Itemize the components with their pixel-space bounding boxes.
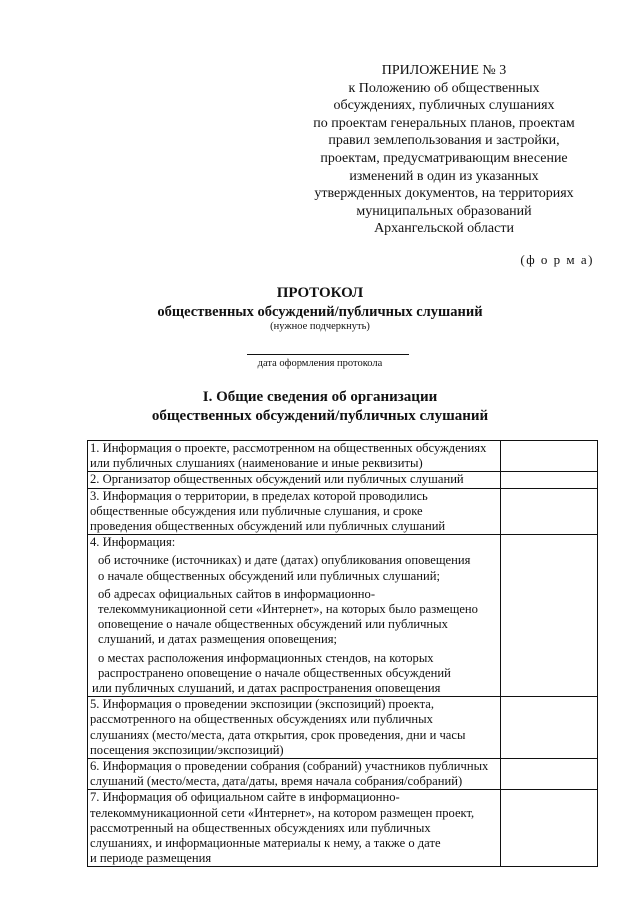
row-value-cell[interactable] [501, 441, 598, 472]
info-subitem: о местах расположения информационных стендов, на которых распространено оповещение о начале общественных обсуждений или публичных слушаний, и датах распространения оповещения [92, 650, 451, 696]
appendix-line: обсуждениях, публичных слушаниях [333, 98, 555, 114]
section-title-line: общественных обсуждений/публичных слушаний [151, 408, 489, 424]
row-label: 2. Организатор общественных обсуждений или публичных слушаний [88, 472, 501, 488]
row-label: 4. Информация: об источнике (источниках) и дате (датах) опубликования оповещения о начале общественных обсуждений или публичных слушаний; об адресах официальных сайтов в информационно- телекоммуникационной сети «Интернет», на которых было размещено оповещение о начале общественных обсуждений или публичных слушаний, и датах размещения оповещения; о местах расположения информационных стендов, на которых распространено оповещение о начале общественных обсуждений или публичных слушаний, и датах распространения оповещения [88, 535, 501, 697]
date-field-line[interactable] [247, 354, 409, 355]
underline-note: (нужное подчеркнуть) [270, 321, 370, 332]
appendix-line: изменений в один из указанных [349, 168, 539, 184]
row-label: 5. Информация о проведении экспозиции (экспозиций) проекта, рассмотренного на общественных обсуждениях или публичных слушаниях (место/места, дата открытия, срок проведения, дни и часы посещения экспозиции/экспозиций) [88, 697, 501, 759]
row-value-cell[interactable] [501, 697, 598, 759]
row-value-cell[interactable] [501, 488, 598, 535]
table-row [88, 535, 598, 697]
info-subitem: об источнике (источниках) и дате (датах) опубликования оповещения о начале общественных обсуждений или публичных слушаний; [98, 553, 471, 583]
appendix-line: по проектам генеральных планов, проектам [313, 115, 575, 131]
row-value-cell[interactable] [501, 790, 598, 867]
row-value-cell[interactable] [501, 535, 598, 697]
row-label: 1. Информация о проекте, рассмотренном на общественных обсуждениях или публичных слушаниях (наименование и иные реквизиты) [88, 441, 501, 472]
appendix-line: муниципальных образований [356, 203, 532, 219]
row-label: 6. Информация о проведении собрания (собраний) участников публичных слушаний (место/места, дата/даты, время начала собрания/собраний) [88, 759, 501, 790]
appendix-line: утвержденных документов, на территориях [314, 186, 574, 202]
info-table [87, 440, 598, 867]
section-title [0, 388, 640, 426]
row-label: 3. Информация о территории, в пределах которой проводились общественные обсуждения или публичные слушания, и сроке проведения общественных обсуждений или публичных слушаний [88, 488, 501, 535]
document-title: ПРОТОКОЛ [276, 285, 364, 301]
table-row [88, 441, 598, 472]
appendix-line: правил землепользования и застройки, [328, 133, 560, 149]
appendix-block [294, 62, 594, 238]
section-title-line: I. Общие сведения об организации [202, 389, 438, 405]
document-subtitle: общественных обсуждений/публичных слушаний [157, 304, 483, 320]
form-label: (ф о р м а) [520, 252, 594, 267]
appendix-line: ПРИЛОЖЕНИЕ № 3 [381, 63, 507, 78]
table-row [88, 697, 598, 759]
row-label: 7. Информация об официальном сайте в информационно- телекоммуникационной сети «Интернет», на котором размещен проект, рассмотренный на общественных обсуждениях или публичных слушаниях, и информационные материалы к нему, а также о дате и периоде размещения [88, 790, 501, 867]
date-caption: дата оформления протокола [257, 358, 383, 369]
row-value-cell[interactable] [501, 472, 598, 488]
row-value-cell[interactable] [501, 759, 598, 790]
table-row [88, 759, 598, 790]
appendix-line: проектам, предусматривающим внесение [320, 150, 568, 166]
appendix-line: Архангельской области [374, 221, 514, 237]
appendix-line: к Положению об общественных [348, 80, 540, 96]
table-row [88, 488, 598, 535]
table-row [88, 472, 598, 488]
info-subitem: об адресах официальных сайтов в информационно- телекоммуникационной сети «Интернет», на которых было размещено оповещение о начале общественных обсуждений или публичных слушаний, и датах размещения оповещения; [98, 586, 478, 647]
table-row [88, 790, 598, 867]
